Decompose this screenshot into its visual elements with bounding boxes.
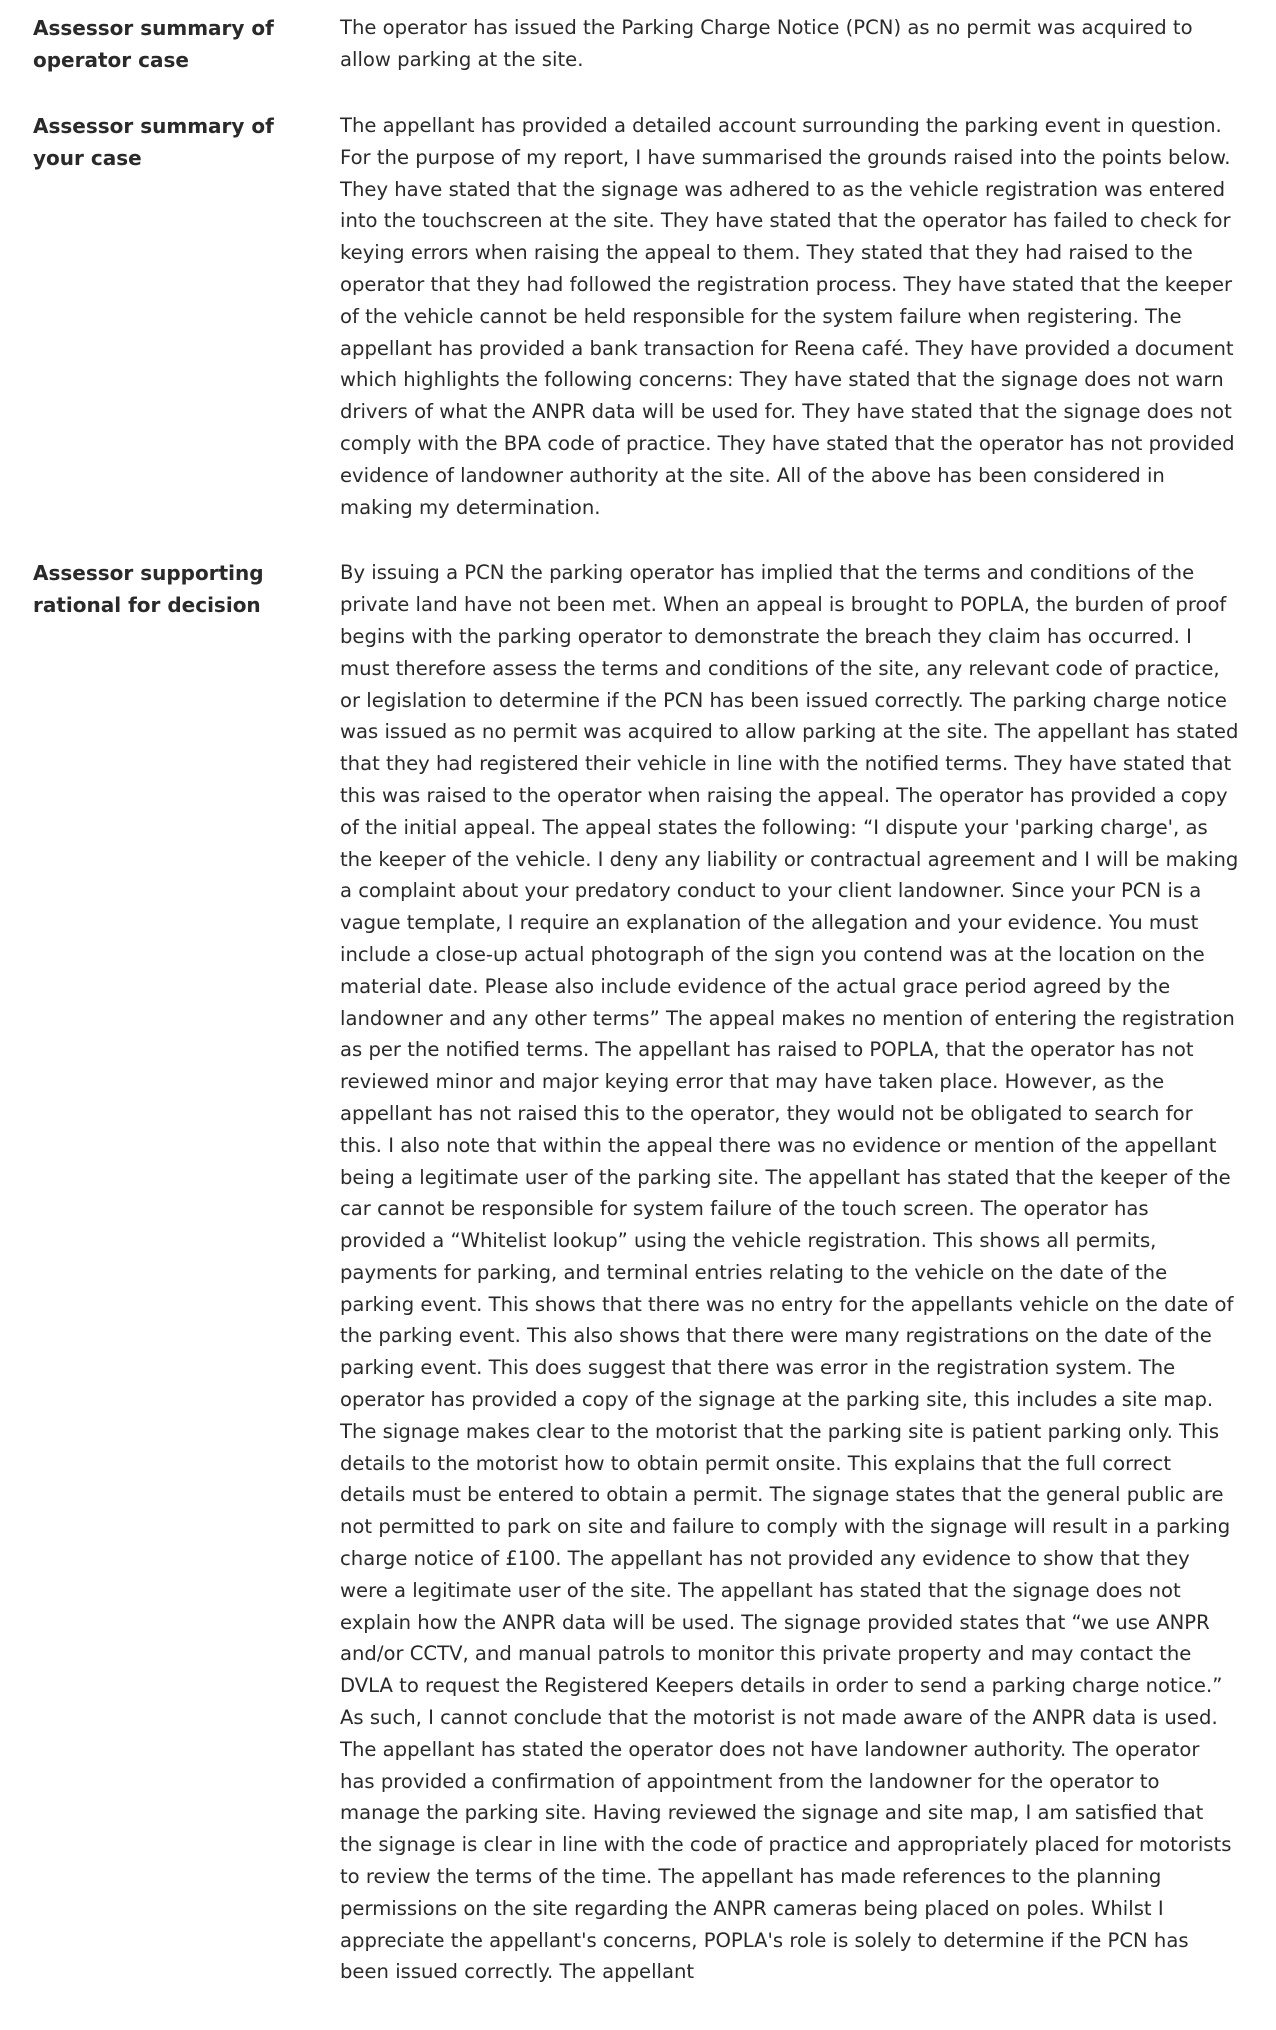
section-body: The appellant has provided a detailed account surrounding the parking event in question. For the purpose of my report, I have summarised the grounds raised into the points below. They have stated that the signage was adhered to as the vehicle registration was entered into the touchscreen at the site. They have stated that the operator has failed to check for keying errors when raising the appeal to them. They stated that they had raised to the operator that they had followed the registration process. They have stated that the keeper of the vehicle cannot be held responsible for the system failure when registering. The appellant has provided a bank transaction for Reena café. They have provided a document which highlights the following concerns: They have stated that the signage does not warn drivers of what the ANPR data will be used for. They have stated that the signage does not comply with the BPA code of practice. They have stated that the operator has not provided evidence of landowner authority at the site. All of the above has been considered in making my determination. [340,114,1235,519]
section-body: By issuing a PCN the parking operator has implied that the terms and conditions of the private land have not been met. When an appeal is brought to POPLA, the burden of proof begins with the parking operator to demonstrate the breach they claim has occurred. I must therefore assess the terms and conditions of the site, any relevant code of practice, or legislation to determine if the PCN has been issued correctly. The parking charge notice was issued as no permit was acquired to allow parking at the site. The appellant has stated that they had registered their vehicle in line with the notified terms. They have stated that this was raised to the operator when raising the appeal. The operator has provided a copy of the initial appeal. The appeal states the following: “I dispute your 'parking charge', as the keeper of the vehicle. I deny any liability or contractual agreement and I will be making a complaint about your predatory conduct to your client landowner. Since your PCN is a vague template, I require an explanation of the allegation and your evidence. You must include a close-up actual photograph of the sign you contend was at the location on the material date. Please also include evidence of the actual grace period agreed by the landowner and any other terms” The appeal makes no mention of entering the registration as per the notified terms. The appellant has raised to POPLA, that the operator has not reviewed minor and major keying error that may have taken place. However, as the appellant has not raised this to the operator, they would not be obligated to search for this. I also note that within the appeal there was no evidence or mention of the appellant being a legitimate user of the parking site. The appellant has stated that the keeper of the car cannot be responsible for system failure of the touch screen. The operator has provided a “Whitelist lookup” using the vehicle registration. This shows all permits, payments for parking, and terminal entries relating to the vehicle on the date of the parking event. This shows that there was no entry for the appellants vehicle on the date of the parking event. This also shows that there were many registrations on the date of the parking event. This does suggest that there was error in the registration system. The operator has provided a copy of the signage at the parking site, this includes a site map. The signage makes clear to the motorist that the parking site is patient parking only. This details to the motorist how to obtain permit onsite. This explains that the full correct details must be entered to obtain a permit. The signage states that the general public are not permitted to park on site and failure to comply with the signage will result in a parking charge notice of £100. The appellant has not provided any evidence to show that they were a legitimate user of the site. The appellant has stated that the signage does not explain how the ANPR data will be used. The signage provided states that “we use ANPR and/or CCTV, and manual patrols to monitor this private property and may contact the DVLA to request the Registered Keepers details in order to send a parking charge notice.” As such, I cannot conclude that the motorist is not made aware of the ANPR data is used. The appellant has stated the operator does not have landowner authority. The operator has provided a confirmation of appointment from the landowner for the operator to manage the parking site. Having reviewed the signage and site map, I am satisfied that the signage is clear in line with the code of practice and appropriately placed for motorists to review the terms of the time. The appellant has made references to the planning permissions on the site regarding the ANPR cameras being placed on poles. Whilst I appreciate the appellant's concerns, POPLA's role is solely to determine if the PCN has been issued correctly. The appellant [340,561,1239,1984]
section-heading: Assessor supporting rational for decision [33,561,264,618]
section-body: The operator has issued the Parking Charge Notice (PCN) as no permit was acquired to allow parking at the site. [340,16,1193,71]
section-heading: Assessor summary of operator case [33,16,274,72]
section-operator-case [0,12,1276,76]
section-heading: Assessor summary of your case [33,114,274,170]
section-decision-rationale [0,557,1276,1988]
section-your-case [0,110,1276,523]
